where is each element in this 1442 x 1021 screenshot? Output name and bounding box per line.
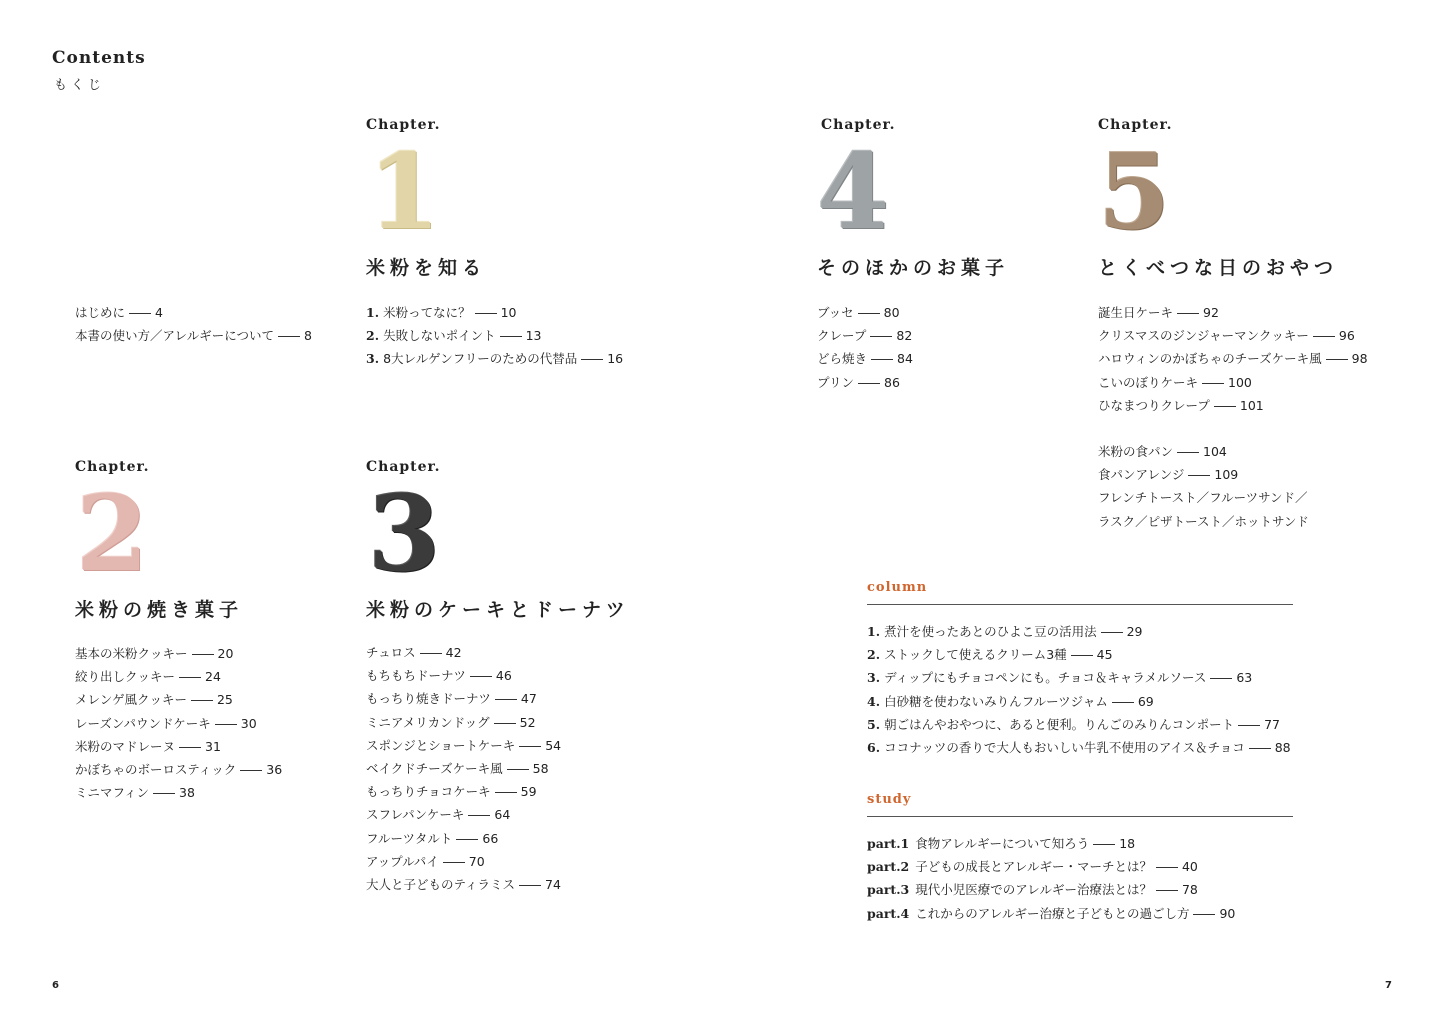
contents-subtitle: もくじ — [54, 78, 106, 93]
chapter-5-label: Chapter. — [1098, 117, 1173, 133]
list-item[interactable]: ベイクドチーズケーキ風 58 — [366, 761, 549, 777]
chapter-1-number: 1 — [368, 130, 441, 253]
list-item[interactable]: フレンチトースト／フルーツサンド／ — [1098, 490, 1308, 506]
list-item[interactable]: ひなまつりクレープ 101 — [1098, 397, 1264, 413]
list-item[interactable]: 3. ディップにもチョコペンにも。チョコ＆キャラメルソース 63 — [867, 670, 1253, 686]
chapter-3-number: 3 — [368, 472, 441, 595]
list-item[interactable]: 本書の使い方／アレルギーについて 8 — [75, 328, 312, 344]
list-item[interactable]: ブッセ 80 — [817, 305, 900, 320]
chapter-4-title: そのほかのお菓子 — [817, 257, 1010, 279]
chapter-3-title: 米粉のケーキとドーナツ — [366, 599, 630, 621]
list-item[interactable]: はじめに 4 — [75, 305, 163, 320]
chapter-1-label: Chapter. — [366, 117, 441, 133]
list-item[interactable]: どら焼き 84 — [817, 351, 913, 367]
chapter-3-list — [366, 641, 561, 896]
list-item[interactable]: part.3 現代小児医療でのアレルギー治療法とは？ 78 — [867, 882, 1198, 898]
list-item[interactable]: こいのぼりケーキ 100 — [1098, 374, 1252, 390]
list-item[interactable]: ハロウィンのかぼちゃのチーズケーキ風 98 — [1098, 351, 1368, 367]
list-item[interactable]: かぼちゃのボーロスティック 36 — [75, 762, 283, 778]
list-item[interactable]: 食パンアレンジ 109 — [1098, 467, 1239, 483]
chapter-4-number: 4 — [817, 130, 890, 253]
list-item[interactable]: チュロス 42 — [366, 645, 462, 660]
study-heading: study — [867, 792, 912, 807]
list-item[interactable]: part.1 食物アレルギーについて知ろう 18 — [867, 836, 1136, 851]
column-list — [867, 620, 1291, 759]
list-item[interactable]: 3. 8大レルゲンフリーのための代替品 16 — [366, 351, 624, 367]
list-item[interactable]: レーズンパウンドケーキ 30 — [75, 715, 257, 731]
chapter-5-bread-list — [1098, 440, 1309, 533]
list-item[interactable]: 4. 白砂糖を使わないみりんフルーツジャム 69 — [867, 693, 1154, 709]
list-item[interactable]: 米粉のマドレーヌ 31 — [75, 738, 221, 754]
list-item[interactable]: 2. ストックして使えるクリーム3種 45 — [867, 647, 1113, 663]
list-item[interactable]: アップルパイ 70 — [366, 853, 485, 869]
chapter-2-label: Chapter. — [75, 459, 150, 475]
page-number-left: 6 — [52, 980, 59, 991]
list-item[interactable]: 6. ココナッツの香りで大人もおいしい牛乳不使用のアイス＆チョコ 88 — [867, 740, 1291, 756]
study-divider — [867, 816, 1293, 817]
list-item[interactable]: 大人と子どものティラミス 74 — [366, 877, 561, 893]
column-heading: column — [867, 580, 928, 595]
chapter-4-label: Chapter. — [821, 117, 896, 133]
list-item[interactable]: プリン 86 — [817, 374, 900, 390]
list-item[interactable]: スポンジとショートケーキ 54 — [366, 737, 562, 753]
chapter-2-number: 2 — [76, 472, 149, 595]
list-item[interactable]: 2. 失敗しないポイント 13 — [366, 328, 542, 344]
list-item[interactable]: 誕生日ケーキ 92 — [1098, 305, 1219, 320]
list-item[interactable]: ラスク／ピザトースト／ホットサンド — [1098, 513, 1309, 529]
list-item[interactable]: 1. 煮汁を使ったあとのひよこ豆の活用法 29 — [867, 624, 1143, 639]
chapter-5-title: とくべつな日のおやつ — [1098, 257, 1339, 279]
list-item[interactable]: ミニアメリカンドッグ 52 — [366, 714, 536, 730]
chapter-5-number: 5 — [1098, 130, 1171, 253]
chapter-5-list — [1098, 301, 1368, 417]
list-item[interactable]: クリスマスのジンジャーマンクッキー 96 — [1098, 328, 1355, 344]
list-item[interactable]: メレンゲ風クッキー 25 — [75, 692, 233, 708]
list-item[interactable]: もっちり焼きドーナツ 47 — [366, 691, 537, 707]
chapter-2-list — [75, 642, 282, 804]
list-item[interactable]: 米粉の食パン 104 — [1098, 444, 1227, 459]
list-item[interactable]: クレープ 82 — [817, 328, 913, 344]
list-item[interactable]: 1. 米粉ってなに？ 10 — [366, 305, 517, 320]
list-item[interactable]: フルーツタルト 66 — [366, 830, 499, 846]
study-list — [867, 832, 1235, 925]
list-item[interactable]: もっちりチョコケーキ 59 — [366, 784, 537, 800]
list-item[interactable]: part.4 これからのアレルギー治療と子どもとの過ごし方 90 — [867, 905, 1236, 921]
list-item[interactable]: スフレパンケーキ 64 — [366, 807, 511, 823]
chapter-1-title: 米粉を知る — [366, 257, 487, 279]
chapter-1-list — [366, 301, 623, 371]
chapter-3-label: Chapter. — [366, 459, 441, 475]
chapter-2-title: 米粉の焼き菓子 — [75, 599, 244, 621]
column-divider — [867, 604, 1293, 605]
chapter-4-list — [817, 301, 913, 394]
list-item[interactable]: part.2 子どもの成長とアレルギー・マーチとは？ 40 — [867, 859, 1198, 875]
list-item[interactable]: もちもちドーナツ 46 — [366, 668, 512, 684]
list-item[interactable]: 基本の米粉クッキー 20 — [75, 646, 234, 661]
page-number-right: 7 — [1385, 980, 1392, 991]
list-item[interactable]: ミニマフィン 38 — [75, 785, 195, 801]
intro-list — [75, 301, 312, 347]
list-item[interactable]: 5. 朝ごはんやおやつに、あると便利。りんごのみりんコンポート 77 — [867, 716, 1280, 732]
contents-title: Contents — [52, 48, 146, 68]
list-item[interactable]: 絞り出しクッキー 24 — [75, 669, 221, 685]
